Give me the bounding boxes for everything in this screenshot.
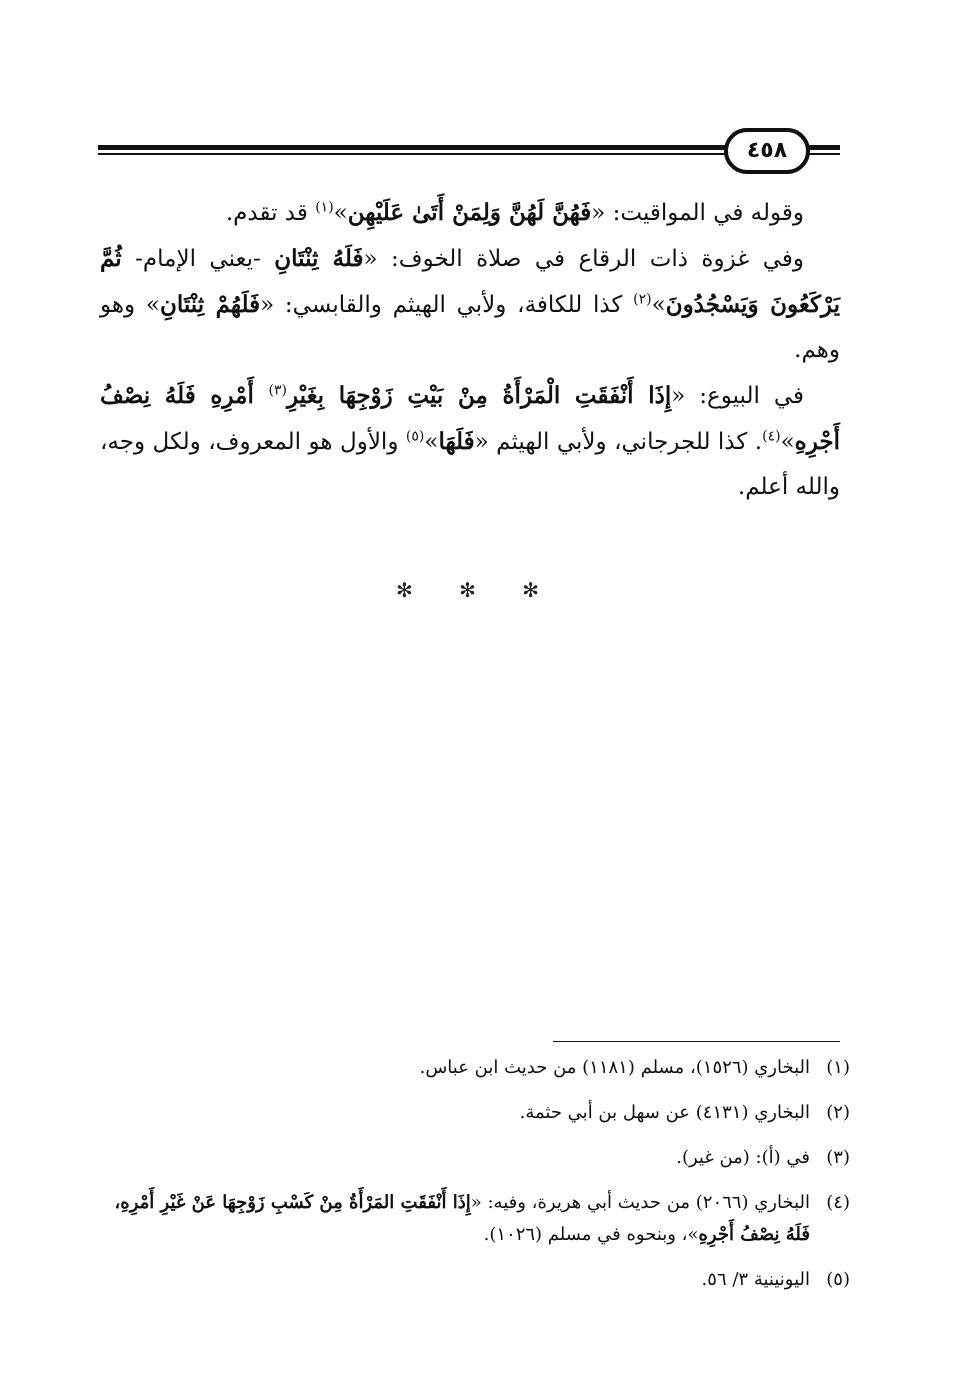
hadith-quote: ثُمَّ يَرْكَعُونَ وَيَسْجُدُونَ — [100, 245, 840, 318]
page-number-badge — [724, 128, 810, 174]
footnote-ref: (١) — [315, 199, 334, 216]
footnote-text: اليونينية ٣/ ٥٦. — [701, 1269, 810, 1290]
text: قد تقدم. — [225, 200, 316, 226]
hadith-quote: فَلَهَا — [438, 428, 475, 455]
footnote-number: (٤) — [826, 1192, 850, 1213]
hadith-quote: فَهُنَّ لَهُنَّ وَلِمَنْ أَتَىٰ عَلَيْهِن — [347, 199, 592, 226]
footnote-text: البخاري (١٥٢٦)، مسلم (١١٨١) من حديث ابن عباس. — [419, 1057, 810, 1078]
footnote-number: (٥) — [826, 1269, 850, 1290]
footnote-item — [100, 1264, 850, 1296]
text: » — [651, 292, 666, 318]
hadith-quote: إِذَا أَنْفَقَتِ المَرْأَةُ مِنْ كَسْبِ زَوْجِهَا عَنْ غَيْرِ أَمْرِهِ، فَلَهُ نِصْفُ أَجْرِهِ — [114, 1192, 810, 1245]
footnote-text: في (أ): (من غير). — [676, 1147, 810, 1168]
text: وهو وهم. — [100, 292, 840, 363]
paragraph-mawaqit — [100, 190, 840, 236]
footnote-ref: (٥) — [405, 428, 425, 445]
footnote-ref: (٣) — [268, 382, 287, 399]
text: -يعني الإمام- — [121, 246, 275, 272]
text: » — [424, 429, 439, 455]
hadith-quote: فَلَهُ ثِنْتَانِ — [274, 245, 364, 272]
paragraph-khawf — [100, 236, 840, 373]
page-header — [98, 128, 840, 178]
text: »، وبنحوه في مسلم (١٠٢٦). — [483, 1224, 699, 1245]
paragraph-buyu — [100, 373, 840, 510]
text: » — [780, 429, 795, 455]
text: » — [333, 200, 348, 226]
footnote-number: (٣) — [826, 1147, 850, 1168]
footnote-text: البخاري (٤١٣١) عن سهل بن أبي حثمة. — [519, 1102, 810, 1123]
text: . كذا للجرجاني، ولأبي الهيثم « — [474, 429, 763, 455]
footnotes — [100, 1052, 850, 1309]
hadith-quote: إِذَا أَنْفَقَتِ الْمَرْأَةُ مِنْ بَيْتِ زَوْجِهَا بِغَيْرِ — [286, 382, 672, 409]
main-text — [100, 190, 840, 510]
footnote-item — [100, 1142, 850, 1174]
hadith-quote: فَلَهُمْ ثِنْتَانِ — [159, 291, 261, 318]
text: والأول هو المعروف، ولكل وجه، والله أعلم. — [100, 429, 840, 500]
footnote-rule — [553, 1041, 840, 1042]
text: وقوله في المواقيت: « — [591, 200, 804, 226]
footnote-number: (٢) — [826, 1102, 850, 1123]
footnote-ref: (٢) — [633, 291, 652, 308]
section-separator: ✻ ✻ ✻ — [396, 578, 559, 602]
hadith-quote: أَمْرِهِ فَلَهُ نِصْفُ أَجْرِهِ — [100, 382, 840, 455]
footnote-item — [100, 1187, 850, 1251]
footnote-ref: (٤) — [762, 428, 781, 445]
page-number: ٤٥٨ — [746, 138, 788, 163]
text: » — [145, 292, 160, 318]
text: كذا للكافة، ولأبي الهيثم والقابسي: « — [260, 292, 634, 318]
footnote-text — [100, 1187, 810, 1251]
text: وفي غزوة ذات الرقاع في صلاة الخوف: « — [363, 246, 804, 272]
footnote-number: (١) — [826, 1057, 850, 1078]
footnote-item — [100, 1097, 850, 1129]
text: في البيوع: « — [671, 383, 804, 409]
text: البخاري (٢٠٦٦) من حديث أبي هريرة، وفيه: « — [470, 1192, 810, 1213]
footnote-item — [100, 1052, 850, 1084]
